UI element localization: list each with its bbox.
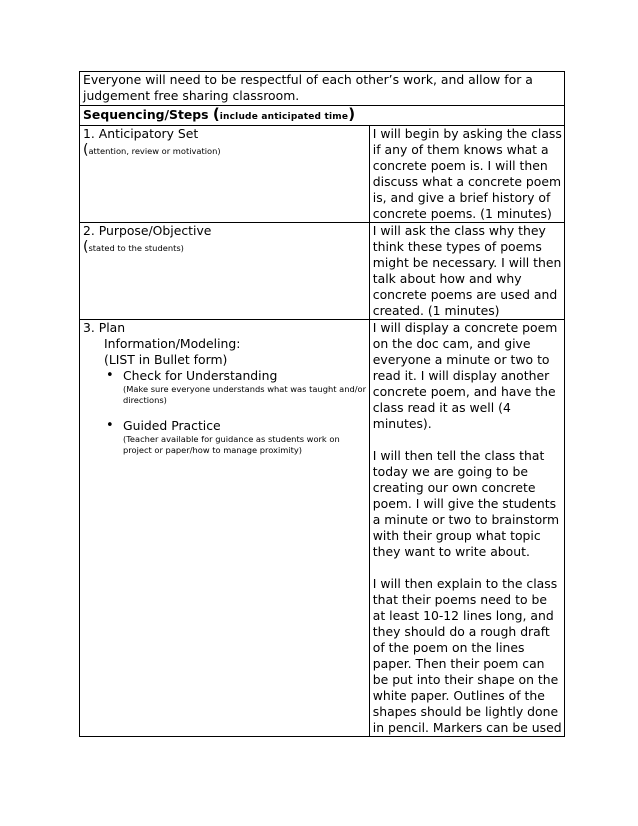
step-subnote xyxy=(83,239,367,255)
step-content-cell: I will ask the class why they think these types of poems might be necessary. I will then talk about how and why concrete poems are used and created. (1 minutes) xyxy=(369,223,564,320)
step-paren: ( xyxy=(83,239,89,255)
intro-cell: Everyone will need to be respectful of each other’s work, and allow for a judgement free sharing classroom. xyxy=(80,72,565,106)
plan-content-cell xyxy=(369,320,564,737)
step-content-cell: I will begin by asking the class if any of them knows what a concrete poem is. I will then discuss what a concrete poem is, and give a brief history of concrete poems. (1 minutes) xyxy=(369,126,564,223)
sequencing-row xyxy=(80,106,565,126)
plan-title: 3. Plan xyxy=(83,320,126,335)
bullet-note: (Make sure everyone understands what was taught and/or directions) xyxy=(123,384,366,405)
step-note: attention, review or motivation) xyxy=(88,146,221,156)
sequencing-label: Sequencing/Steps xyxy=(83,107,209,122)
step-label-cell xyxy=(80,223,370,320)
table-row xyxy=(80,126,565,223)
bullet-title: Guided Practice xyxy=(123,418,221,433)
step-paren: ( xyxy=(83,142,89,158)
bullet-icon: • xyxy=(106,418,114,433)
table-row xyxy=(80,223,565,320)
bullet-icon: • xyxy=(106,368,114,383)
sequencing-note: include anticipated time xyxy=(219,112,349,122)
step-subnote xyxy=(83,142,367,158)
list-item xyxy=(104,368,367,418)
bullet-note: (Teacher available for guidance as students work on project or paper/how to manage proximity) xyxy=(123,434,340,455)
plan-line-list: (LIST in Bullet form) xyxy=(104,352,228,367)
bullet-title: Check for Understanding xyxy=(123,368,278,383)
intro-row xyxy=(80,72,565,106)
plan-paragraph: I will display a concrete poem on the doc cam, and give everyone a minute or two to read it. I will display another concrete poem, and have the class read it as well (4 minutes). xyxy=(372,320,558,431)
plan-line-information: Information/Modeling: xyxy=(104,336,241,351)
table-row xyxy=(80,320,565,737)
plan-label-cell xyxy=(80,320,370,737)
plan-bullet-list xyxy=(83,368,367,456)
sequencing-open-paren: ( xyxy=(212,105,220,123)
list-item xyxy=(104,418,367,456)
step-note: stated to the students) xyxy=(88,243,184,253)
plan-paragraph: I will then explain to the class that their poems need to be at least 10-12 lines long, and they should do a rough draft of the poem on the lines paper. Then their poem can be put into their shape on the white paper. Outlines of the shapes should be lightly done in pencil. Markers can be used xyxy=(372,576,562,735)
sequencing-header xyxy=(80,106,565,126)
step-label-cell xyxy=(80,126,370,223)
sequencing-close-paren: ) xyxy=(348,105,356,123)
step-title: 1. Anticipatory Set xyxy=(83,126,199,141)
step-title: 2. Purpose/Objective xyxy=(83,223,212,238)
plan-paragraph: I will then tell the class that today we are going to be creating our own concrete poem. I will give the students a minute or two to brainstorm with their group what topic they want to write about. xyxy=(372,448,560,559)
lesson-plan-table xyxy=(79,71,565,737)
